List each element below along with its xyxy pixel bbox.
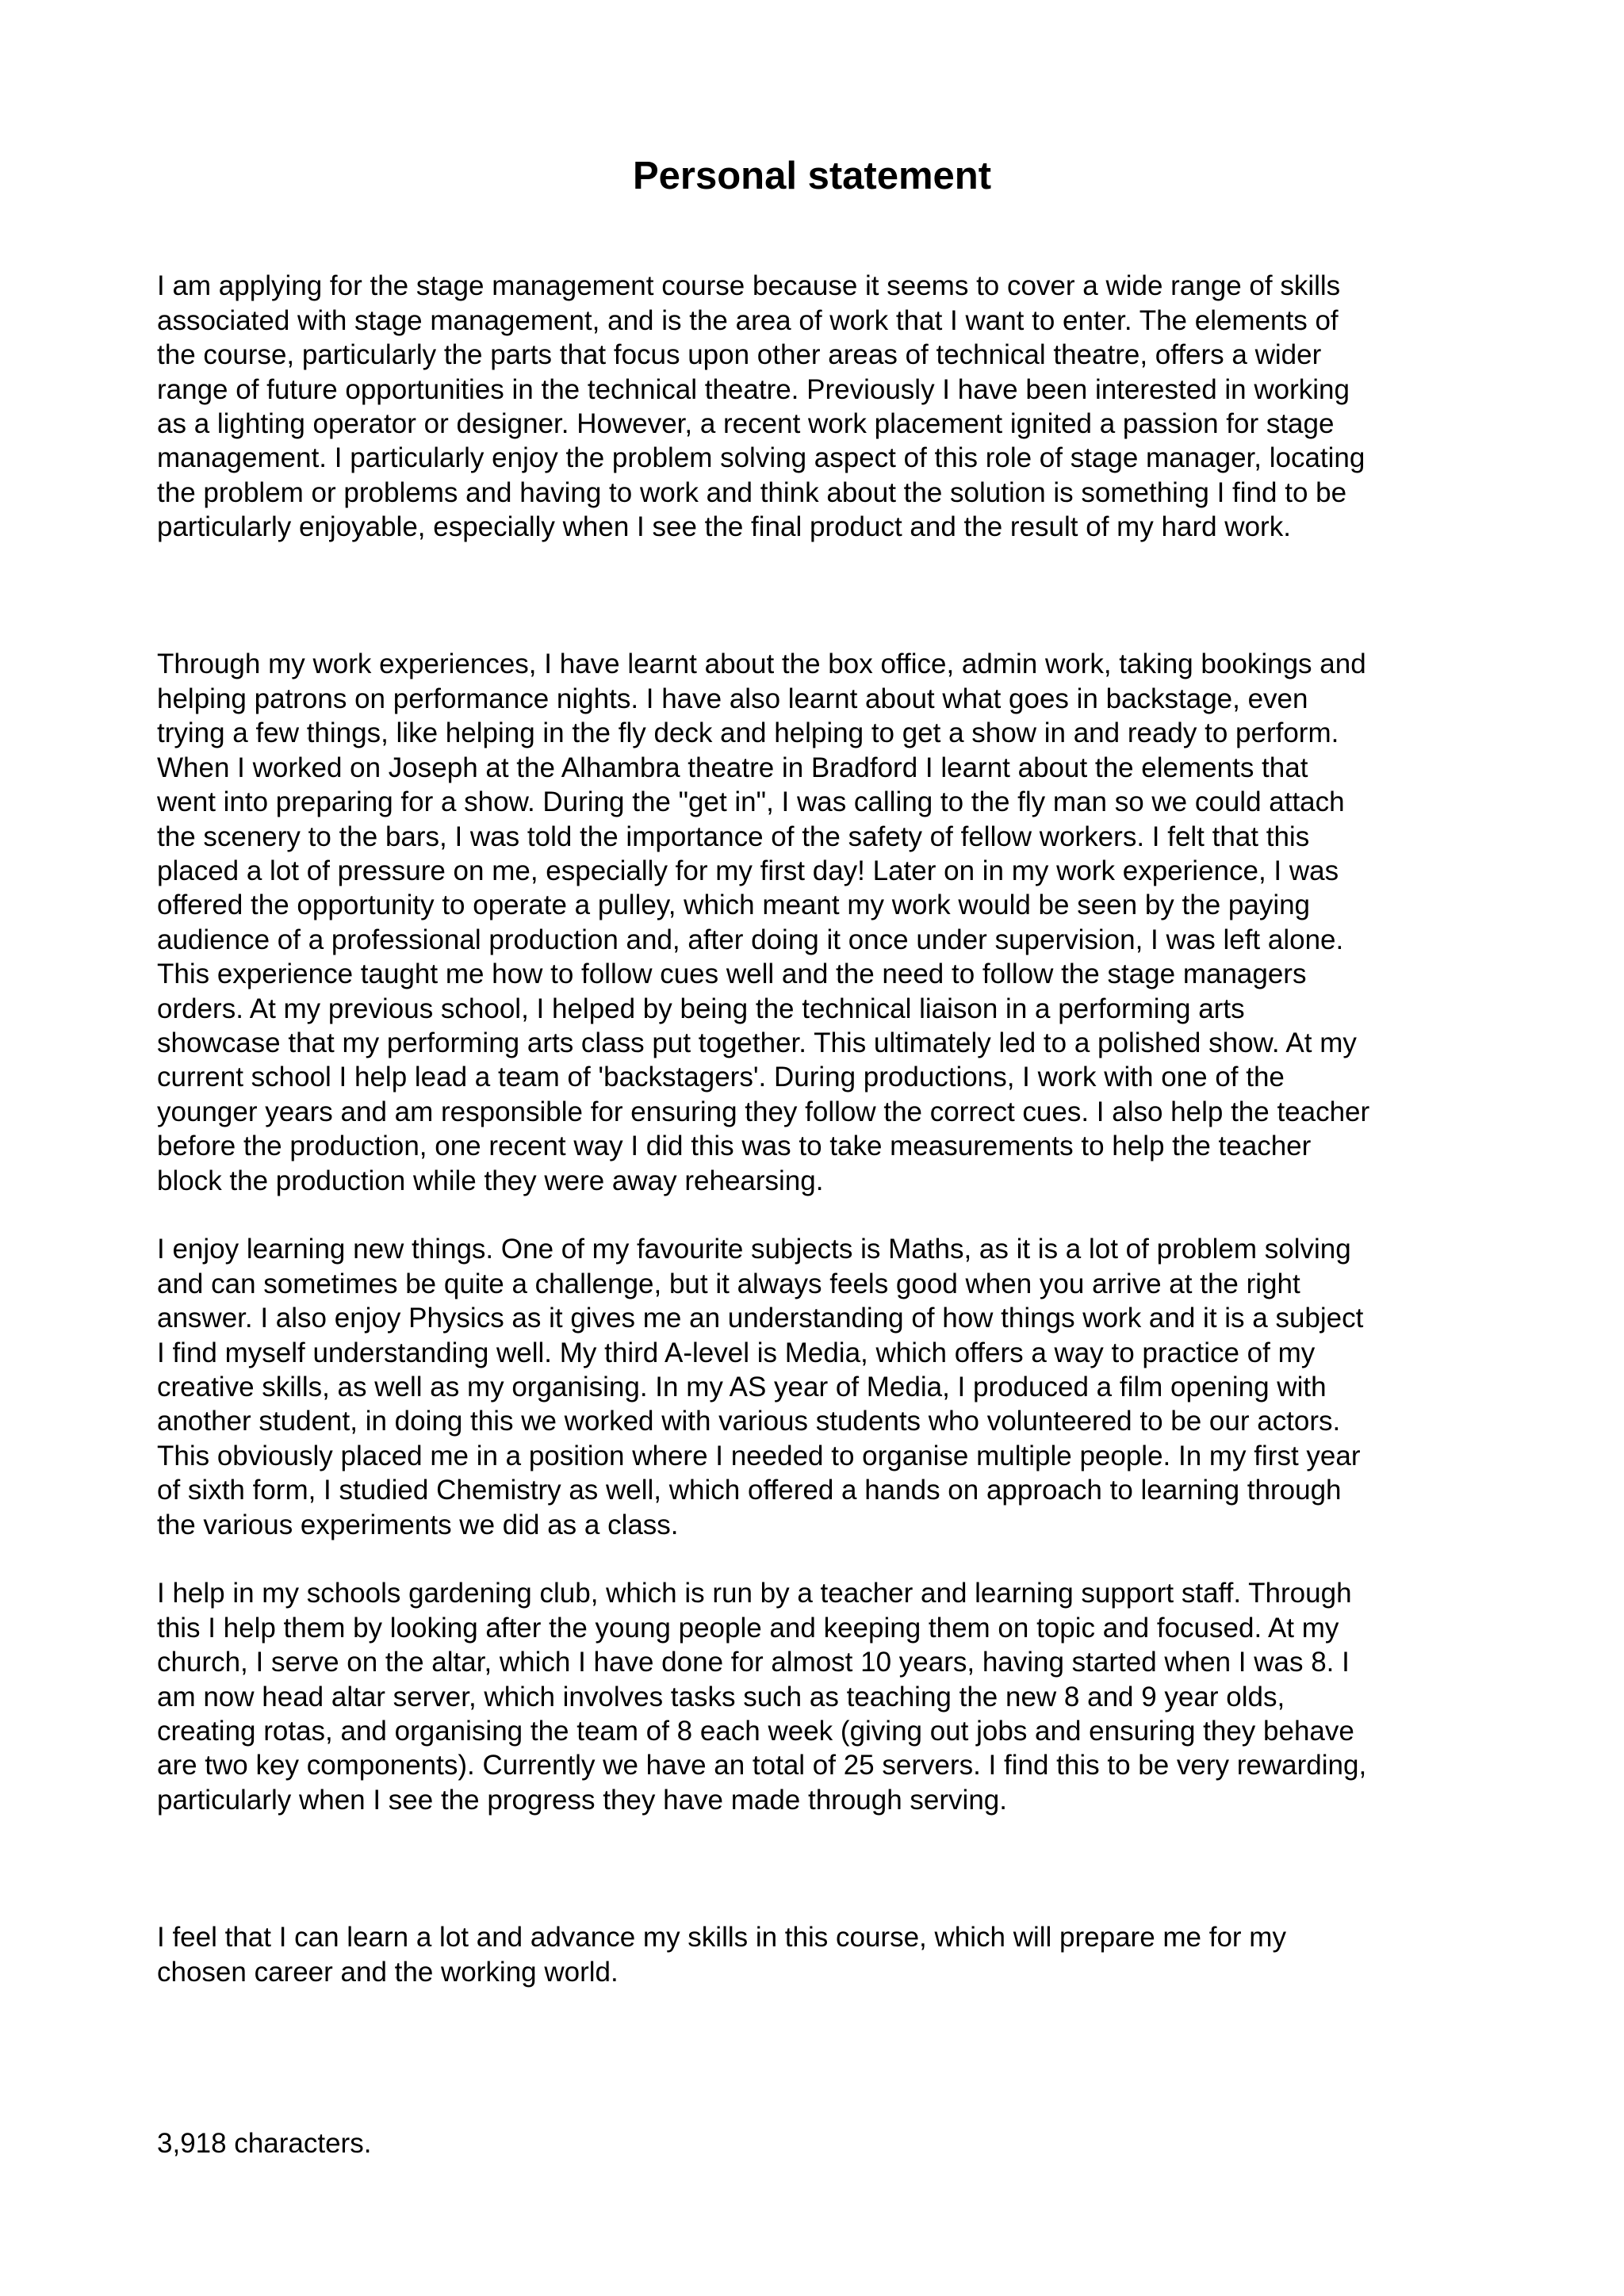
paragraph-spacer <box>157 1852 1489 1886</box>
paragraph-academic: I enjoy learning new things. One of my favourite subjects is Maths, as it is a lot of problem solving and can sometimes be quite a challenge, but it always feels good when you arrive at the right answer. I also enjoy Physics as it gives me an understanding of how things work and it is a subject I find myself understanding well. My third A-level is Media, which offers a way to practice of my creative skills, as well as my organising. In my AS year of Media, I produced a film opening with another student, in doing this we worked with various students who volunteered to be our actors. This obviously placed me in a position where I needed to organise multiple people. In my first year of sixth form, I studied Chemistry as well, which offered a hands on approach to learning through the various experiments we did as a class. <box>157 1234 1364 1540</box>
paragraph-spacer <box>157 2023 1489 2091</box>
paragraph-extracurricular: I help in my schools gardening club, which is run by a teacher and learning support staff. Through this I help them by looking after the young people and keeping them on topic and focused. At my church, I serve on the altar, which I have done for almost 10 years, having started when I was 8. I am now head altar server, which involves tasks such as teaching the new 8 and 9 year olds, creating rotas, and organising the team of 8 each week (giving out jobs and ensuring they behave are two key components). Currently we have an total of 25 servers. I find this to be very rewarding, particularly when I see the progress they have made through serving. <box>157 1578 1367 1816</box>
paragraph-intro: I am applying for the stage management course because it seems to cover a wide range of skills associated with stage management, and is the area of work that I want to enter. The elements of the course, particularly the parts that focus upon other areas of technical theatre, offers a wider range of future opportunities in the technical theatre. Previously I have been interested in working as a lighting operator or designer. However, a recent work placement ignited a passion for stage management. I particularly enjoy the problem solving aspect of this role of stage manager, locating the problem or problems and having to work and think about the solution is something I find to be particularly enjoyable, especially when I see the final product and the result of my hard work. <box>157 270 1365 543</box>
character-count: 3,918 characters. <box>157 2127 372 2159</box>
paragraph-work-experience: Through my work experiences, I have learnt about the box office, admin work, taking bookings and helping patrons on performance nights. I have also learnt about what goes in backstage, even trying a few things, like helping in the fly deck and helping to get a show in and ready to perform. When I worked on Joseph at the Alhambra theatre in Bradford I learnt about the elements that went into preparing for a show. During the "get in", I was calling to the fly man so we could attach the scenery to the bars, I was told the importance of the safety of fellow workers. I felt that this placed a lot of pressure on me, especially for my first day! Later on in my work experience, I was offered the opportunity to operate a pulley, which meant my work would be seen by the paying audience of a professional production and, after doing it once under supervision, I was left alone. This experience taught me how to follow cues well and the need to follow the stage managers orders. At my previous school, I helped by being the technical liaison in a performing arts showcase that my performing arts class put together. This ultimately led to a polished show. At my current school I help lead a team of 'backstagers'. During productions, I work with one of the younger years and am responsible for ensuring they follow the correct cues. I also help the teacher before the production, one recent way I did this was to take measurements to help the teacher block the production while they were away rehearsing. <box>157 649 1370 1196</box>
page-title: Personal statement <box>632 155 992 197</box>
paragraph-conclusion: I feel that I can learn a lot and advance my skills in this course, which will prepare me for my chosen career and the working world. <box>157 1922 1286 1988</box>
statement-body <box>157 235 1489 2195</box>
paragraph-spacer <box>157 579 1489 613</box>
